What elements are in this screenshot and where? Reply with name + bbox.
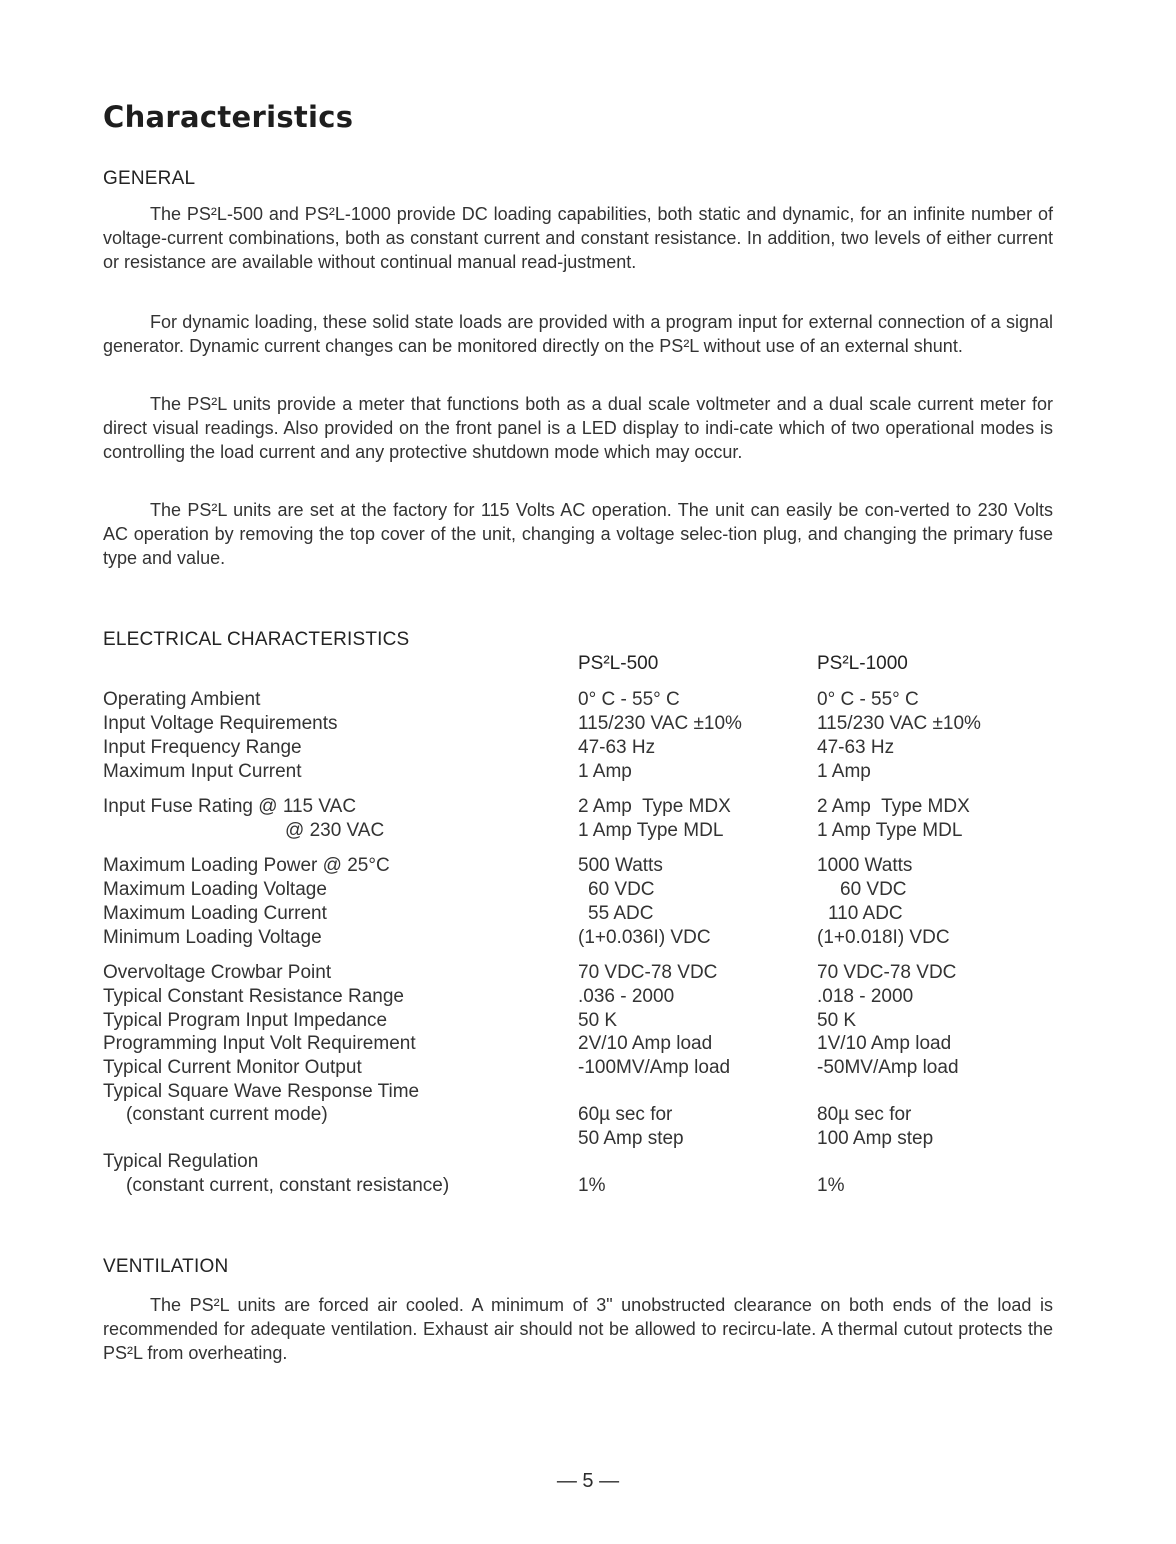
spec-value-1000: -50MV/Amp load	[817, 1057, 959, 1078]
electrical-heading: ELECTRICAL CHARACTERISTICS	[103, 629, 410, 650]
spec-value-500: 0° C - 55° C	[578, 689, 680, 710]
spec-label: Typical Current Monitor Output	[103, 1057, 362, 1078]
spec-label: Input Fuse Rating @ 115 VAC	[103, 796, 357, 817]
spec-label: Operating Ambient	[103, 689, 261, 710]
spec-label: @ 230 VAC	[285, 820, 385, 841]
spec-value-1000: 2 Amp Type MDX	[817, 796, 970, 817]
spec-label: Maximum Loading Voltage	[103, 879, 327, 900]
spec-value-500: 1 Amp	[578, 761, 632, 782]
spec-value-1000: 115/230 VAC ±10%	[817, 713, 981, 734]
spec-value-1000: 100 Amp step	[817, 1128, 934, 1149]
general-heading: GENERAL	[103, 168, 196, 189]
spec-value-500: 60 VDC	[588, 879, 655, 900]
spec-value-1000: (1+0.018I) VDC	[817, 927, 950, 948]
spec-value-500: 2 Amp Type MDX	[578, 796, 731, 817]
spec-value-500: 55 ADC	[588, 903, 654, 924]
spec-value-500: (1+0.036I) VDC	[578, 927, 711, 948]
spec-value-500: 50 K	[578, 1010, 618, 1031]
general-paragraph-1: The PS²L-500 and PS²L-1000 provide DC loading capabilities, both static and dynamic, for an infinite number of voltage-current combinations, both as constant current and constant resistance. In addition, two levels of either current or resistance are available without continual manual read-justment.	[103, 204, 1053, 273]
spec-value-1000: 70 VDC-78 VDC	[817, 962, 957, 983]
spec-value-500: 500 Watts	[578, 855, 663, 876]
spec-label: Typical Constant Resistance Range	[103, 986, 404, 1007]
spec-label: Maximum Loading Current	[103, 903, 327, 924]
spec-value-500: 115/230 VAC ±10%	[578, 713, 742, 734]
ventilation-heading: VENTILATION	[103, 1256, 229, 1277]
spec-value-500: 70 VDC-78 VDC	[578, 962, 718, 983]
spec-value-1000: 1V/10 Amp load	[817, 1033, 952, 1054]
spec-value-500: .036 - 2000	[578, 986, 675, 1007]
spec-value-1000: .018 - 2000	[817, 986, 914, 1007]
spec-value-1000: 80µ sec for	[817, 1104, 912, 1125]
spec-label: Typical Program Input Impedance	[103, 1010, 388, 1031]
spec-value-500: -100MV/Amp load	[578, 1057, 731, 1078]
spec-value-1000: 1000 Watts	[817, 855, 913, 876]
spec-label: (constant current mode)	[126, 1104, 328, 1125]
spec-value-1000: 1 Amp	[817, 761, 871, 782]
spec-label: Typical Square Wave Response Time	[103, 1081, 420, 1102]
spec-value-1000: 1%	[817, 1175, 845, 1196]
spec-label: Maximum Loading Power @ 25°C	[103, 855, 390, 876]
spec-value-500: 47-63 Hz	[578, 737, 656, 758]
spec-value-1000: 50 K	[817, 1010, 857, 1031]
general-paragraph-2: For dynamic loading, these solid state loads are provided with a program input for external connection of a signal generator. Dynamic current changes can be monitored directly on the PS²L without use of an external shunt.	[103, 312, 1053, 357]
spec-value-1000: 110 ADC	[828, 903, 903, 924]
spec-value-500: 1 Amp Type MDL	[578, 820, 724, 841]
spec-label: Maximum Input Current	[103, 761, 302, 782]
page-number: — 5 —	[556, 1470, 620, 1492]
spec-label: Minimum Loading Voltage	[103, 927, 322, 948]
spec-label: Typical Regulation	[103, 1151, 259, 1172]
spec-value-1000: 1 Amp Type MDL	[817, 820, 963, 841]
spec-label: Input Voltage Requirements	[103, 713, 338, 734]
spec-label: Input Frequency Range	[103, 737, 302, 758]
spec-value-1000: 47-63 Hz	[817, 737, 895, 758]
spec-label: Overvoltage Crowbar Point	[103, 962, 332, 983]
spec-value-500: 2V/10 Amp load	[578, 1033, 713, 1054]
column-header-ps2l-1000: PS²L-1000	[817, 653, 908, 674]
spec-value-1000: 0° C - 55° C	[817, 689, 919, 710]
spec-value-500: 60µ sec for	[578, 1104, 673, 1125]
page-title: Characteristics	[103, 100, 354, 134]
spec-label: (constant current, constant resistance)	[126, 1175, 450, 1196]
spec-value-500: 1%	[578, 1175, 606, 1196]
ventilation-paragraph: The PS²L units are forced air cooled. A minimum of 3" unobstructed clearance on both ends of the load is recommended for adequate ventilation. Exhaust air should not be allowed to recircu-late. A thermal cutout protects the PS²L from overheating.	[103, 1295, 1053, 1364]
general-paragraph-3: The PS²L units provide a meter that functions both as a dual scale voltmeter and a dual scale current meter for direct visual readings. Also provided on the front panel is a LED display to indi-cate which of two operational modes is controlling the load current and any protective shutdown mode which may occur.	[103, 394, 1053, 463]
column-header-ps2l-500: PS²L-500	[578, 653, 659, 674]
spec-value-500: 50 Amp step	[578, 1128, 684, 1149]
spec-value-1000: 60 VDC	[840, 879, 907, 900]
general-paragraph-4: The PS²L units are set at the factory for 115 Volts AC operation. The unit can easily be con-verted to 230 Volts AC operation by removing the top cover of the unit, changing a voltage selec-tion plug, and changing the primary fuse type and value.	[103, 500, 1053, 569]
spec-label: Programming Input Volt Requirement	[103, 1033, 416, 1054]
